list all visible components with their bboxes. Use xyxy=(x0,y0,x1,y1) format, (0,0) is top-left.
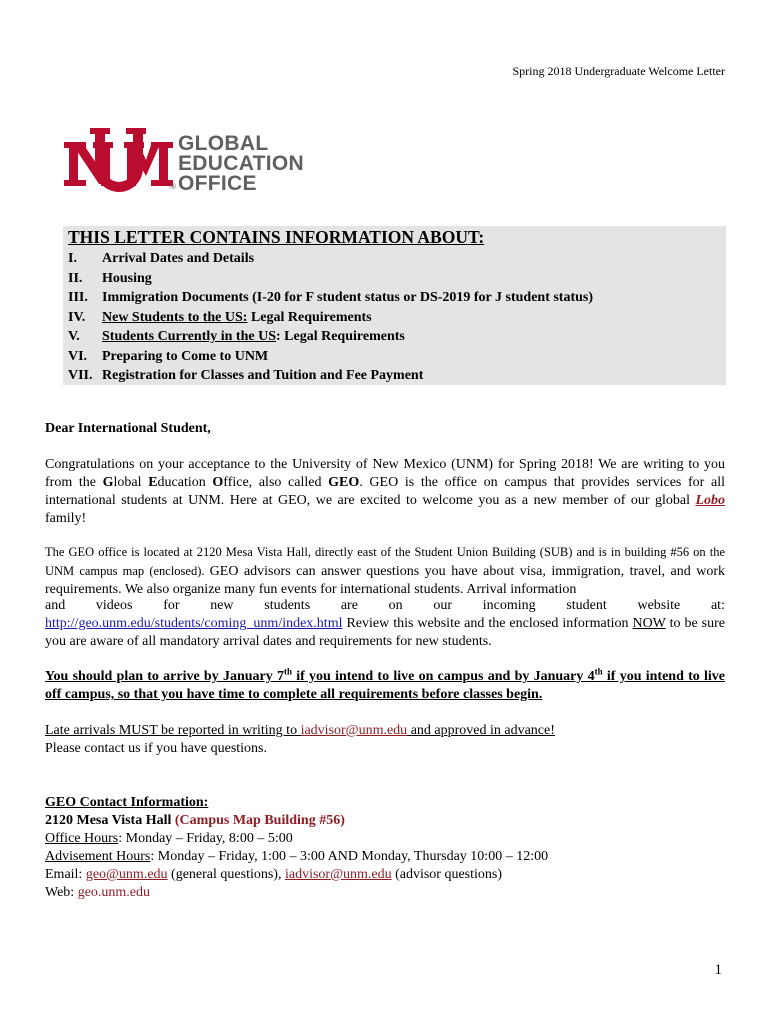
arrival-paragraph: You should plan to arrive by January 7th if you intend to live on campus and by January 4th if you intend to live off campus, so that you have time to complete all requirements before classes begin. xyxy=(45,666,725,702)
contents-item: II. Housing xyxy=(68,270,152,286)
logo-wordmark xyxy=(178,134,304,194)
logo-line-office: OFFICE xyxy=(178,172,257,195)
iadvisor-email-link-2[interactable]: iadvisor@unm.edu xyxy=(284,867,392,882)
iadvisor-email-link[interactable]: iadvisor@unm.edu xyxy=(300,723,408,738)
contact-address: 2120 Mesa Vista Hall (Campus Map Building #56) xyxy=(45,813,345,828)
contents-item: VII. Registration for Classes and Tuition and Fee Payment xyxy=(68,368,424,383)
lobo-word: Lobo xyxy=(695,493,725,508)
office-paragraph-cont: http://geo.unm.edu/students/coming_unm/index.html Review this website and the enclosed information NOW to be sure you are aware of all mandatory arrival dates and requirements for new students. xyxy=(45,616,725,649)
header-note: Spring 2018 Undergraduate Welcome Letter xyxy=(512,64,725,78)
contents-title: THIS LETTER CONTAINS INFORMATION ABOUT: xyxy=(68,227,485,247)
advisement-hours: Advisement Hours: Monday – Friday, 1:00 – 3:00 AND Monday, Thursday 10:00 – 12:00 xyxy=(45,849,549,864)
unm-logo-mark-icon xyxy=(64,128,174,200)
contents-item: III. Immigration Documents (I-20 for F student status or DS-2019 for J student status) xyxy=(68,290,594,305)
contact-heading: GEO Contact Information: xyxy=(45,795,209,810)
contents-item: I. Arrival Dates and Details xyxy=(68,251,255,266)
office-hours: Office Hours: Monday – Friday, 8:00 – 5:00 xyxy=(45,831,293,846)
salutation: Dear International Student, xyxy=(45,421,211,436)
logo-line-global: GLOBAL xyxy=(178,132,269,155)
office-paragraph: The GEO office is located at 2120 Mesa Vista Hall, directly east of the Student Union Building (SUB) and is in building #56 on the UNM campus map (enclosed). GEO advisors can answer questions you have about visa, immigration, travel, and work requirements. We also organize many fun events for international students. Arrival information xyxy=(45,545,725,597)
geo-email-link[interactable]: geo@unm.edu xyxy=(85,867,168,882)
page-number: 1 xyxy=(714,962,722,978)
logo-line-education: EDUCATION xyxy=(178,152,304,175)
registered-mark: ® xyxy=(170,182,176,191)
intro-paragraph: Congratulations on your acceptance to the University of New Mexico (UNM) for Spring 2018! We are writing to you from the Global Education Office, also called GEO. GEO is the office on campus that provides services for all international students at UNM. Here at GEO, we are excited to welcome you as a new member of our global Lobo family! xyxy=(45,457,725,526)
spread-line: and videos for new students are on our incoming student website at: xyxy=(45,598,725,613)
contact-web: Web: geo.unm.edu xyxy=(45,885,151,900)
contact-block xyxy=(45,794,725,902)
contact-email: Email: geo@unm.edu (general questions), iadvisor@unm.edu (advisor questions) xyxy=(45,867,503,882)
contents-list xyxy=(68,249,593,386)
geo-web-link[interactable]: geo.unm.edu xyxy=(77,885,151,900)
contents-item: VI. Preparing to Come to UNM xyxy=(68,348,269,364)
contents-box xyxy=(63,226,726,385)
late-arrival-paragraph: Late arrivals MUST be reported in writing to iadvisor@unm.edu and approved in advance! Please contact us if you have questions. xyxy=(45,723,555,756)
coming-unm-link[interactable]: http://geo.unm.edu/students/coming_unm/index.html xyxy=(45,616,343,631)
contents-item: V. Students Currently in the US: Legal Requirements xyxy=(68,329,405,344)
contents-item: IV. New Students to the US: Legal Requirements xyxy=(68,309,372,325)
